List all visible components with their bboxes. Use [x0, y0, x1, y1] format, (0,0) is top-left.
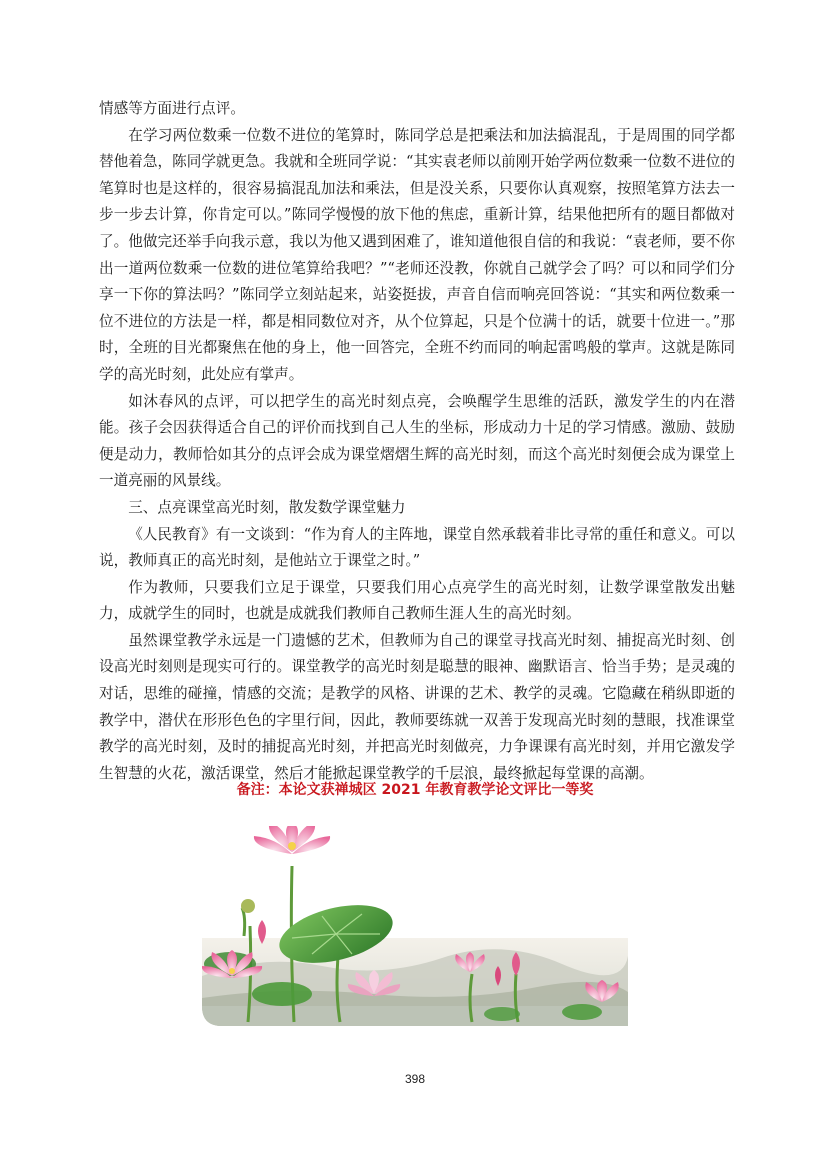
paragraph-spring-breeze: 如沐春风的点评，可以把学生的高光时刻点亮，会唤醒学生思维的活跃，激发学生的内在潜能。孩子会因获得适合自己的评价而找到自己人生的坐标，形成动力十足的学习情感。激励、鼓励便是动力，教师恰如其分的点评会成为课堂熠熠生辉的高光时刻，而这个高光时刻便会成为课堂上一道亮丽的风景线。: [99, 392, 735, 490]
article-body: [99, 96, 735, 787]
page-number: 398: [404, 1072, 426, 1086]
paragraph-continuation: 情感等方面进行点评。: [99, 100, 245, 117]
paragraph-quote: 《人民教育》有一文谈到：“作为育人的主阵地，课堂自然承载着非比寻常的重任和意义。可以说，教师真正的高光时刻，是他站立于课堂之时。”: [99, 525, 735, 570]
paragraph-student-story: 在学习两位数乘一位数不进位的笔算时，陈同学总是把乘法和加法搞混乱，于是周围的同学都替他着急，陈同学就更急。我就和全班同学说：“其实袁老师以前刚开始学两位数乘一位数不进位的笔算时也是这样的，很容易搞混乱加法和乘法，但是没关系，只要你认真观察，按照笔算方法去一步一步去计算，你肯定可以。”陈同学慢慢的放下他的焦虑，重新计算，结果他把所有的题目都做对了。他做完还举手向我示意，我以为他又遇到困难了，谁知道他很自信的和我说：“袁老师，要不你出一道两位数乘一位数的进位笔算给我吧？”“老师还没教，你就自己就学会了吗？可以和同学们分享一下你的算法吗？”陈同学立刻站起来，站姿挺拔，声音自信而响亮回答说：“其实和两位数乘一位不进位的方法是一样，都是相同数位对齐，从个位算起，只是个位满十的话，就要十位进一。”那时，全班的目光都聚焦在他的身上，他一回答完，全班不约而同的响起雷鸣般的掌声。这就是陈同学的高光时刻，此处应有掌声。: [99, 126, 735, 383]
paragraph-conclusion: 虽然课堂教学永远是一门遗憾的艺术，但教师为自己的课堂寻找高光时刻、捕捉高光时刻、创设高光时刻则是现实可行的。课堂教学的高光时刻是聪慧的眼神、幽默语言、恰当手势；是灵魂的对话，思维的碰撞，情感的交流；是教学的风格、讲课的艺术、教学的灵魂。它隐藏在稍纵即逝的教学中，潜伏在形形色色的字里行间，因此，教师要练就一双善于发现高光时刻的慧眼，找准课堂教学的高光时刻，及时的捕捉高光时刻，并把高光时刻做亮，力争课课有高光时刻，并用它激发学生智慧的火花，激活课堂，然后才能掀起课堂教学的千层浪，最终掀起每堂课的高潮。: [99, 631, 735, 782]
lotus-seed-pod: [241, 899, 255, 913]
lotus-illustration: [202, 826, 628, 1026]
paragraph-teacher: 作为教师，只要我们立足于课堂，只要我们用心点亮学生的高光时刻，让数学课堂散发出魅力，成就学生的同时，也就是成就我们教师自己教师生涯人生的高光时刻。: [99, 578, 735, 623]
lotus-flower-main: [254, 826, 330, 854]
section-heading: 三、点亮课堂高光时刻，散发数学课堂魅力: [128, 498, 406, 516]
award-note: 备注：本论文获禅城区 2021 年教育教学论文评比一等奖: [236, 782, 594, 798]
